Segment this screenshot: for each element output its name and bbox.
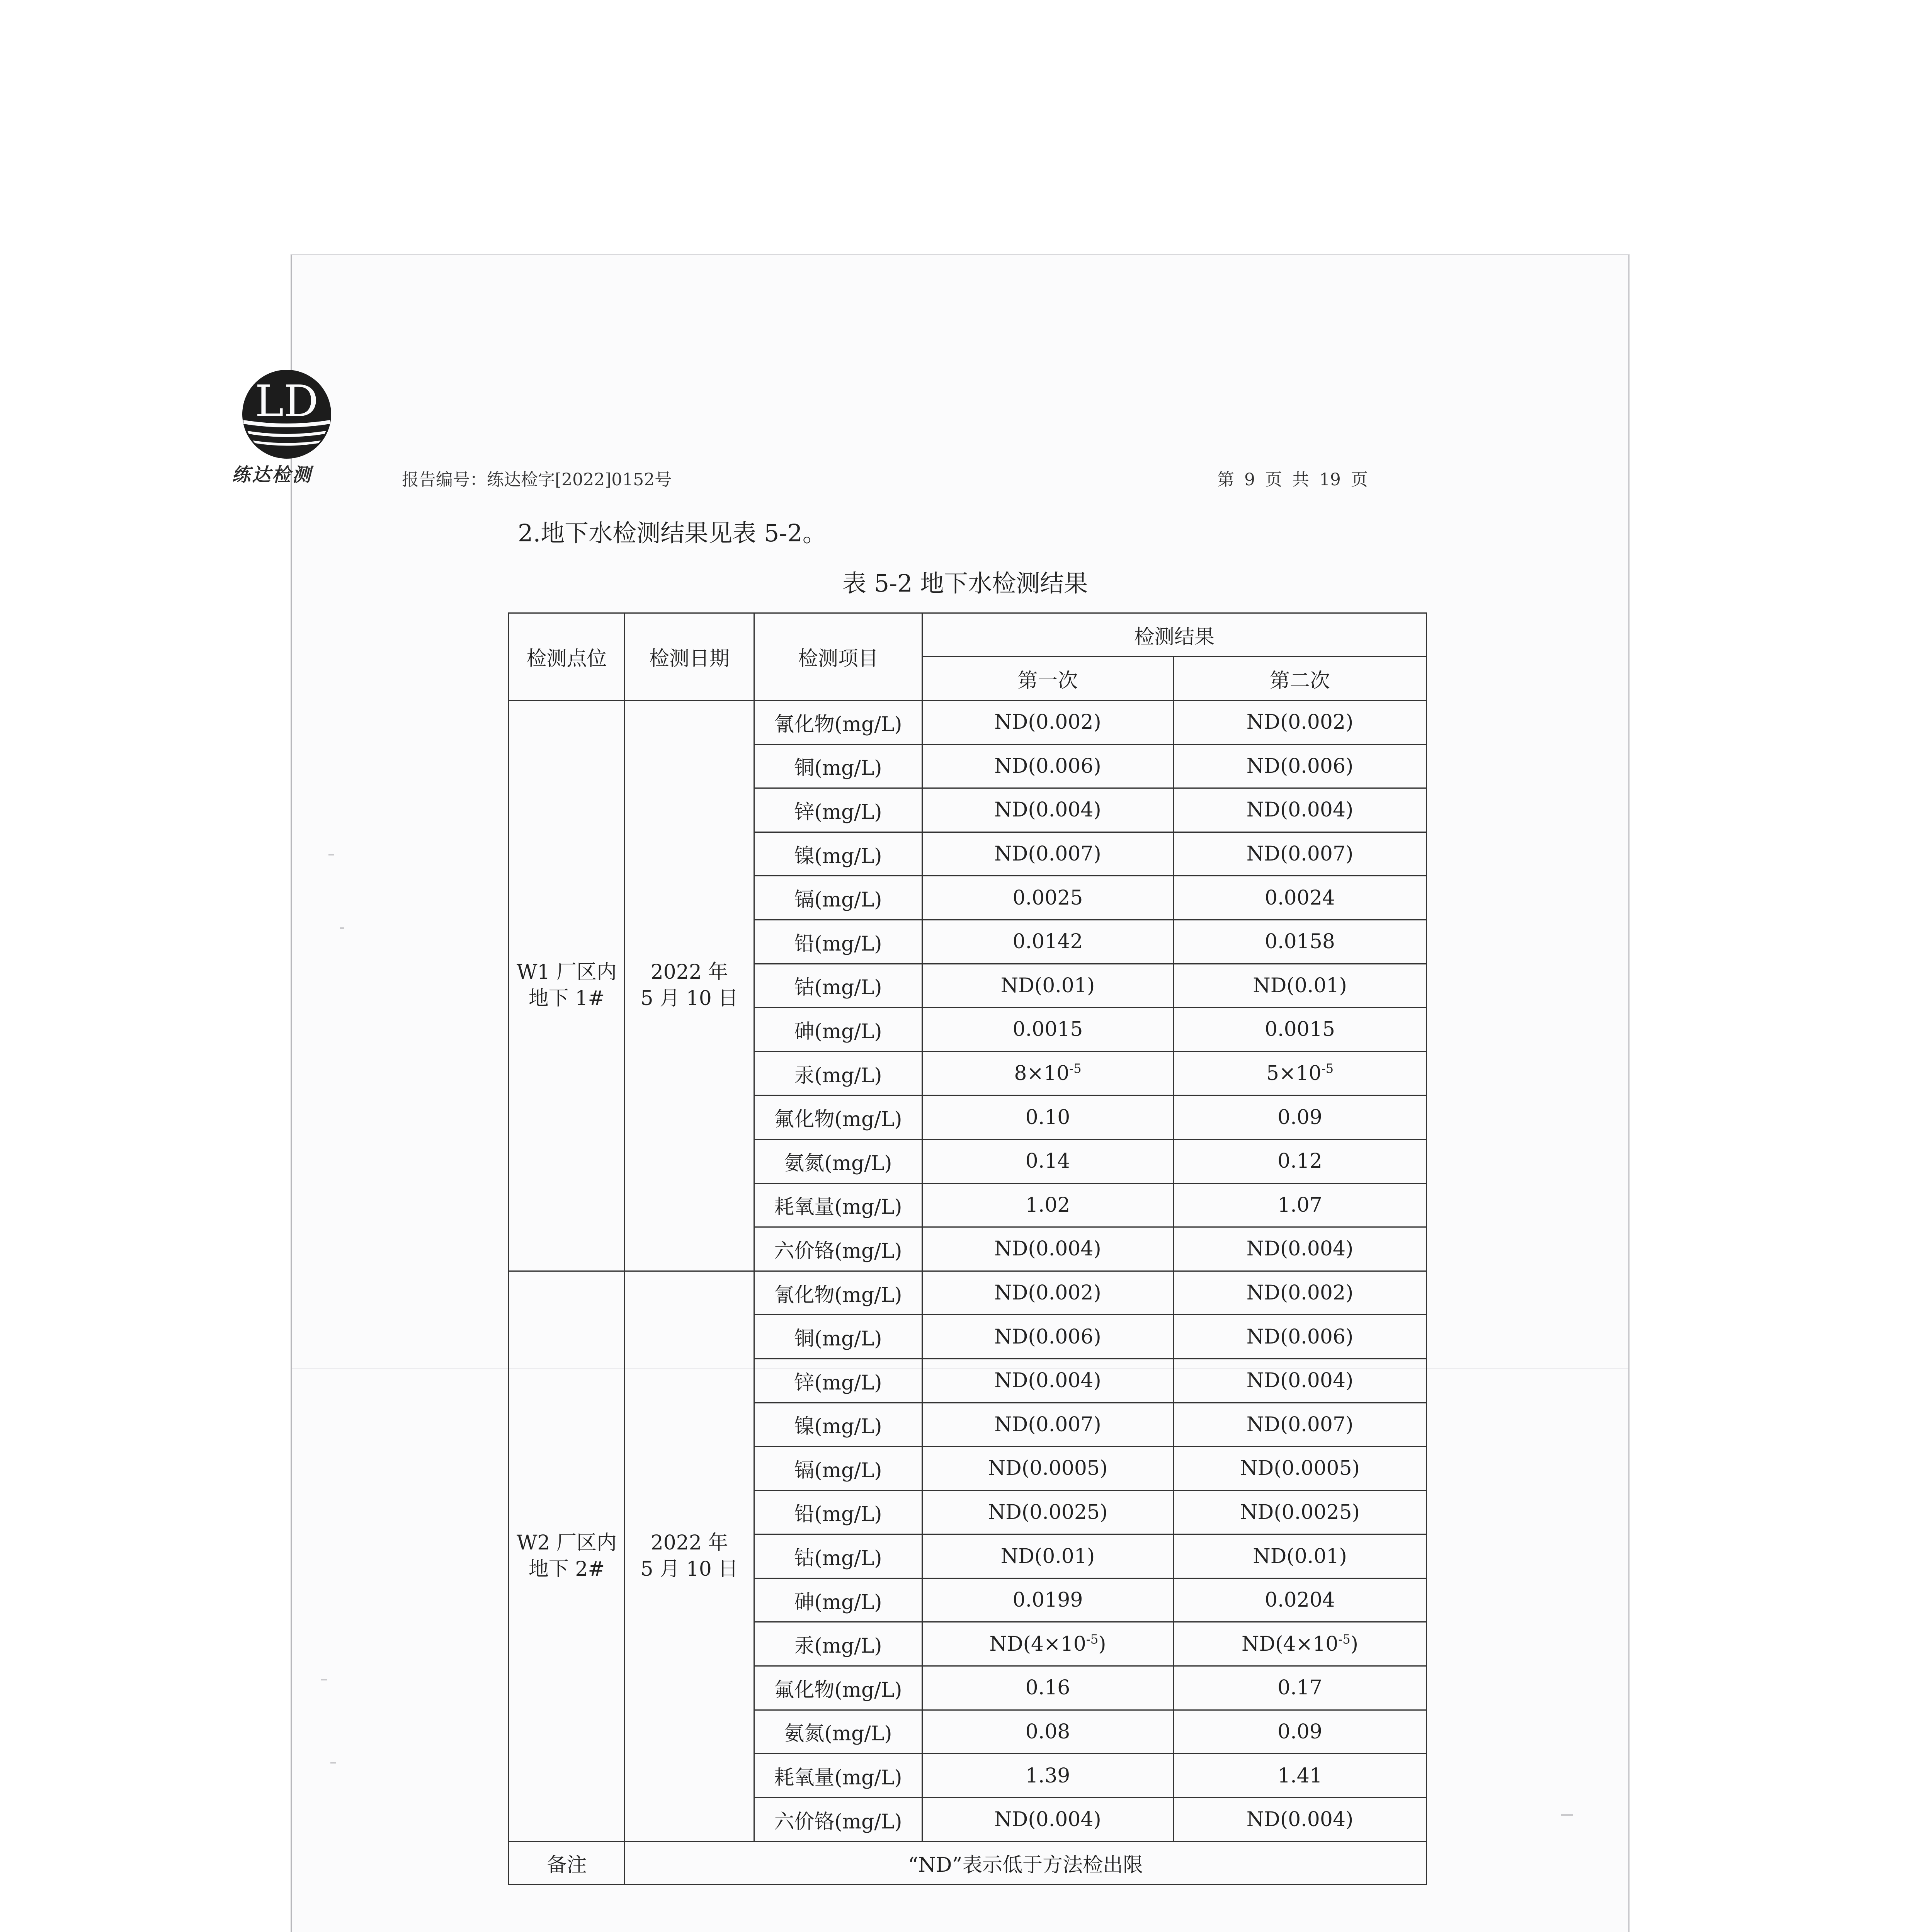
groundwater-results-table — [508, 612, 1427, 1885]
first-result-cell: 0.0199 — [922, 1578, 1174, 1622]
first-result-cell: ND(0.006) — [922, 744, 1174, 788]
second-result-cell: 0.0158 — [1174, 920, 1427, 964]
item-cell: 氰化物(mg/L) — [754, 1271, 922, 1315]
first-result-cell: ND(0.004) — [922, 1798, 1174, 1842]
logo-caption: 练达检测 — [232, 464, 313, 486]
exponent: -5 — [1321, 1061, 1334, 1076]
second-result-cell: ND(0.0005) — [1174, 1447, 1427, 1491]
second-result-cell: ND(0.006) — [1174, 744, 1427, 788]
first-result-cell: ND(0.002) — [922, 701, 1174, 745]
scan-speck — [340, 927, 344, 929]
item-cell: 钴(mg/L) — [754, 1534, 922, 1578]
item-cell: 汞(mg/L) — [754, 1622, 922, 1666]
section-text: 2.地下水检测结果见表 5-2。 — [518, 519, 827, 547]
second-result-cell: 1.07 — [1174, 1183, 1427, 1227]
item-cell: 汞(mg/L) — [754, 1051, 922, 1095]
first-result-cell: ND(0.0005) — [922, 1447, 1174, 1491]
table-row — [509, 701, 1427, 745]
table-caption: 表 5-2 地下水检测结果 — [842, 569, 1088, 597]
second-result-cell: ND(0.0025) — [1174, 1490, 1427, 1534]
page-info: 第 9 页 共 19 页 — [1217, 470, 1368, 490]
first-result-cell: ND(0.002) — [922, 1271, 1174, 1315]
item-cell: 镍(mg/L) — [754, 832, 922, 876]
item-cell: 铜(mg/L) — [754, 1315, 922, 1359]
second-result-cell: ND(0.006) — [1174, 1315, 1427, 1359]
second-result-cell: ND(0.01) — [1174, 964, 1427, 1008]
first-result-cell: 0.10 — [922, 1095, 1174, 1139]
item-cell: 耗氧量(mg/L) — [754, 1183, 922, 1227]
item-cell: 镉(mg/L) — [754, 1447, 922, 1491]
scan-speck — [330, 1762, 336, 1764]
item-cell: 锌(mg/L) — [754, 1359, 922, 1403]
scan-speck — [321, 1679, 327, 1680]
item-cell: 氟化物(mg/L) — [754, 1095, 922, 1139]
second-result-cell: ND(0.002) — [1174, 1271, 1427, 1315]
header-first: 第一次 — [922, 657, 1174, 701]
first-result-cell: ND(0.006) — [922, 1315, 1174, 1359]
item-cell: 氟化物(mg/L) — [754, 1666, 922, 1710]
item-cell: 锌(mg/L) — [754, 788, 922, 832]
item-cell: 砷(mg/L) — [754, 1008, 922, 1052]
second-result-cell: ND(0.004) — [1174, 788, 1427, 832]
item-cell: 氨氮(mg/L) — [754, 1710, 922, 1754]
table-row — [509, 1271, 1427, 1315]
first-result-cell: ND(0.007) — [922, 1403, 1174, 1447]
remark-text: “ND”表示低于方法检出限 — [625, 1842, 1427, 1885]
item-cell: 铜(mg/L) — [754, 744, 922, 788]
scan-speck — [1561, 1814, 1573, 1816]
first-result-cell: 1.02 — [922, 1183, 1174, 1227]
first-result-cell: 0.0025 — [922, 876, 1174, 920]
header-site: 检测点位 — [509, 613, 625, 701]
item-cell: 六价铬(mg/L) — [754, 1798, 922, 1842]
first-result-cell: ND(0.01) — [922, 1534, 1174, 1578]
site-cell: W1 厂区内 地下 1# — [509, 701, 625, 1271]
second-result-cell: 0.17 — [1174, 1666, 1427, 1710]
first-result-cell: 0.16 — [922, 1666, 1174, 1710]
report-number: 报告编号：练达检字[2022]0152号 — [402, 470, 672, 490]
second-result-cell: 0.0204 — [1174, 1578, 1427, 1622]
first-result-cell: ND(0.004) — [922, 788, 1174, 832]
first-result-cell: 0.08 — [922, 1710, 1174, 1754]
second-result-cell: 0.0024 — [1174, 876, 1427, 920]
item-cell: 镍(mg/L) — [754, 1403, 922, 1447]
header-date: 检测日期 — [625, 613, 754, 701]
date-cell: 2022 年 5 月 10 日 — [625, 1271, 754, 1842]
first-result-cell: 0.0142 — [922, 920, 1174, 964]
second-result-cell: ND(0.01) — [1174, 1534, 1427, 1578]
item-cell: 铅(mg/L) — [754, 1490, 922, 1534]
item-cell: 氨氮(mg/L) — [754, 1139, 922, 1183]
second-result-cell: ND(0.007) — [1174, 1403, 1427, 1447]
item-cell: 镉(mg/L) — [754, 876, 922, 920]
first-result-cell: ND(0.0025) — [922, 1490, 1174, 1534]
second-result-cell: 0.09 — [1174, 1710, 1427, 1754]
first-result-cell: ND(0.004) — [922, 1227, 1174, 1271]
header-row — [509, 613, 1427, 657]
exponent: -5 — [1069, 1061, 1082, 1076]
second-result-cell: ND(0.002) — [1174, 701, 1427, 745]
item-cell: 六价铬(mg/L) — [754, 1227, 922, 1271]
second-result-cell: 1.41 — [1174, 1754, 1427, 1798]
first-result-cell: 1.39 — [922, 1754, 1174, 1798]
item-cell: 铅(mg/L) — [754, 920, 922, 964]
remark-label: 备注 — [509, 1842, 625, 1885]
item-cell: 耗氧量(mg/L) — [754, 1754, 922, 1798]
second-result-cell: ND(0.004) — [1174, 1227, 1427, 1271]
item-cell: 砷(mg/L) — [754, 1578, 922, 1622]
second-result-cell: 0.12 — [1174, 1139, 1427, 1183]
item-cell: 氰化物(mg/L) — [754, 701, 922, 745]
site-cell: W2 厂区内 地下 2# — [509, 1271, 625, 1842]
second-result-cell: ND(0.007) — [1174, 832, 1427, 876]
date-cell: 2022 年 5 月 10 日 — [625, 701, 754, 1271]
first-result-cell: ND(0.004) — [922, 1359, 1174, 1403]
header-second: 第二次 — [1174, 657, 1427, 701]
table-body — [509, 613, 1427, 1885]
second-result-cell: ND(0.004) — [1174, 1798, 1427, 1842]
second-result-cell: $5\times 10^{-5}$ — [1174, 1051, 1427, 1095]
first-result-cell: ND(0.007) — [922, 832, 1174, 876]
first-result-cell: 0.14 — [922, 1139, 1174, 1183]
remark-row — [509, 1842, 1427, 1885]
logo-letters: LD — [255, 376, 319, 427]
first-result-cell: $8\times 10^{-5}$ — [922, 1051, 1174, 1095]
item-cell: 钴(mg/L) — [754, 964, 922, 1008]
first-result-cell: 0.0015 — [922, 1008, 1174, 1052]
header-result: 检测结果 — [922, 613, 1427, 657]
second-result-cell: 0.09 — [1174, 1095, 1427, 1139]
second-result-cell: 0.0015 — [1174, 1008, 1427, 1052]
ld-logo-icon — [236, 369, 338, 460]
second-result-cell: $ND(4\times 10^{-5})$ — [1174, 1622, 1427, 1666]
first-result-cell: ND(0.01) — [922, 964, 1174, 1008]
exponent: -5 — [1086, 1632, 1099, 1647]
exponent: -5 — [1338, 1632, 1351, 1647]
header-item: 检测项目 — [754, 613, 922, 701]
scan-speck — [328, 854, 334, 855]
first-result-cell: $ND(4\times 10^{-5})$ — [922, 1622, 1174, 1666]
second-result-cell: ND(0.004) — [1174, 1359, 1427, 1403]
